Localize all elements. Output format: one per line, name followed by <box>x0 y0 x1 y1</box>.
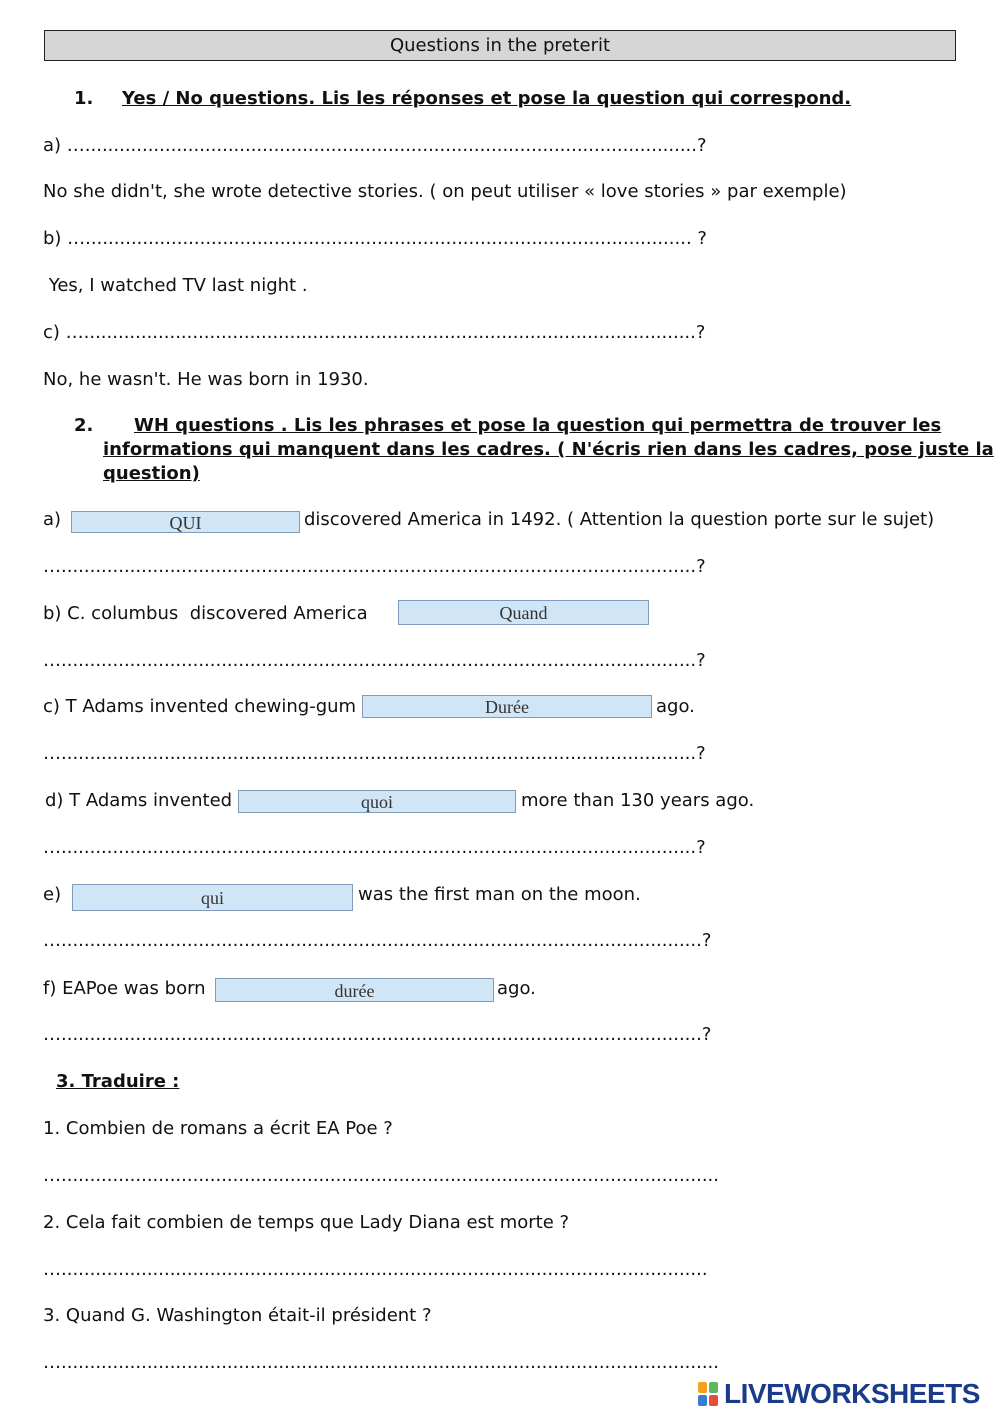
section2-heading-line2: informations qui manquent dans les cadres. ( N'écris rien dans les cadres, pose juste la <box>103 439 994 460</box>
s1-answer-b: Yes, I watched TV last night . <box>43 275 308 296</box>
s2-c-line[interactable]: …...............................................................................................................? <box>43 743 706 764</box>
section2-heading-line3: question) <box>103 463 200 484</box>
s2-c-prefix: c) T Adams invented chewing-gum <box>43 696 357 717</box>
s2-d-suffix: more than 130 years ago. <box>521 790 755 811</box>
s1-line-a[interactable]: a) …...........................................................................................................? <box>43 135 707 156</box>
s2-a-box: QUI <box>71 511 300 533</box>
section1-heading: Yes / No questions. Lis les réponses et pose la question qui correspond. <box>122 88 852 109</box>
s2-f-suffix: ago. <box>497 978 536 999</box>
s2-b-prefix: b) C. columbus discovered America <box>43 603 368 624</box>
s2-e-box: qui <box>72 884 353 911</box>
page-title: Questions in the preterit <box>44 30 956 61</box>
s2-b-line[interactable]: …...............................................................................................................? <box>43 650 706 671</box>
s2-d-line[interactable]: …...............................................................................................................? <box>43 837 706 858</box>
section2-heading-line1: WH questions . Lis les phrases et pose la question qui permettra de trouver les <box>134 415 942 436</box>
s2-a-line[interactable]: …...............................................................................................................? <box>43 556 706 577</box>
s2-b-box: Quand <box>398 600 649 625</box>
s2-d-box: quoi <box>238 790 516 813</box>
s2-f-line[interactable]: …................................................................................................................? <box>43 1024 712 1045</box>
s2-e-suffix: was the first man on the moon. <box>358 884 641 905</box>
s2-a-prefix: a) <box>43 509 62 530</box>
s2-e-line[interactable]: …................................................................................................................? <box>43 930 712 951</box>
liveworksheets-wordmark: LIVEWORKSHEETS <box>724 1378 980 1409</box>
s1-answer-c: No, he wasn't. He was born in 1930. <box>43 369 369 390</box>
s1-line-b[interactable]: b) ….......................................................................................................... ? <box>43 228 707 249</box>
s3-question-1: 1. Combien de romans a écrit EA Poe ? <box>43 1118 393 1139</box>
s2-e-prefix: e) <box>43 884 62 905</box>
s3-question-3: 3. Quand G. Washington était-il président ? <box>43 1305 432 1326</box>
s3-line-3[interactable]: …................................................................................................................... <box>43 1352 719 1373</box>
s2-a-suffix: discovered America in 1492. ( Attention la question porte sur le sujet) <box>304 509 935 530</box>
section1-number: 1. <box>74 88 94 109</box>
liveworksheets-logo[interactable] <box>698 1378 980 1410</box>
section2-number: 2. <box>74 415 94 436</box>
s1-line-c[interactable]: c) …...........................................................................................................? <box>43 322 706 343</box>
s3-line-2[interactable]: …................................................................................................................. <box>43 1259 708 1280</box>
s1-answer-a: No she didn't, she wrote detective stories. ( on peut utiliser « love stories » par exemple) <box>43 181 847 202</box>
s2-f-prefix: f) EAPoe was born <box>43 978 206 999</box>
liveworksheets-mark-icon <box>698 1381 720 1407</box>
section3-heading: 3. Traduire : <box>56 1071 180 1092</box>
s2-f-box: durée <box>215 978 494 1002</box>
s2-c-box: Durée <box>362 695 652 718</box>
s2-c-suffix: ago. <box>656 696 695 717</box>
s3-question-2: 2. Cela fait combien de temps que Lady Diana est morte ? <box>43 1212 570 1233</box>
s3-line-1[interactable]: …................................................................................................................... <box>43 1165 719 1186</box>
s2-d-prefix: d) T Adams invented <box>45 790 233 811</box>
